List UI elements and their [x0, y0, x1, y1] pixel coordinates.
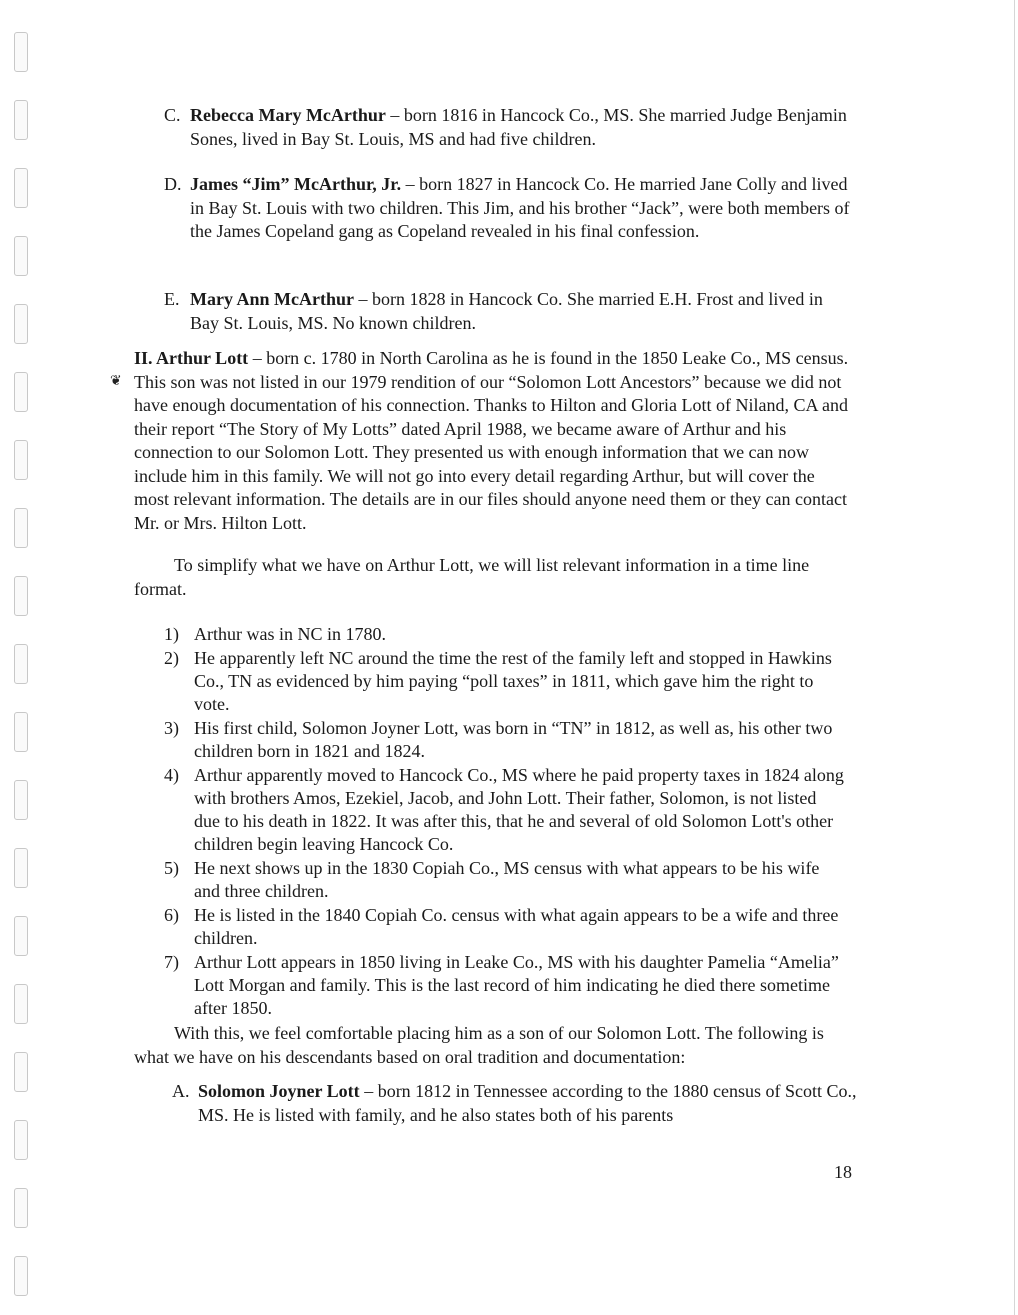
binder-hole: [14, 780, 28, 820]
binder-hole: [14, 576, 28, 616]
timeline-item: [164, 623, 844, 646]
item-text: – born 1812 in Tennessee according to the 1880 census of Scott Co., MS. He is listed with family, and he also states both of his parents: [198, 1081, 857, 1125]
closing-paragraph: With this, we feel comfortable placing him as a son of our Solomon Lott. The following is what we have on his descendants based on oral tradition and documentation:: [134, 1023, 824, 1067]
binder-hole: [14, 712, 28, 752]
timeline-number: 7): [164, 952, 179, 972]
timeline-text: His first child, Solomon Joyner Lott, was born in “TN” in 1812, as well as, his other two children born in 1821 and 1824.: [194, 718, 833, 761]
item-letter: D.: [164, 174, 182, 194]
binder-hole: [14, 100, 28, 140]
binder-holes: [14, 0, 32, 1315]
timeline-item: [164, 764, 844, 856]
page-edge: [1014, 0, 1015, 1315]
timeline-number: 4): [164, 765, 179, 785]
person-name: Mary Ann McArthur: [190, 289, 354, 309]
timeline-item: [164, 857, 844, 903]
binder-hole: [14, 848, 28, 888]
person-name: James “Jim” McArthur, Jr.: [190, 174, 402, 194]
section-paragraph: [134, 347, 854, 535]
timeline-text: Arthur Lott appears in 1850 living in Leake Co., MS with his daughter Pamelia “Amelia” Lott Morgan and family. This is the last record of him indicating he died there sometime after 1850.: [194, 952, 839, 1018]
timeline-number: 2): [164, 648, 179, 668]
section-text: – born c. 1780 in North Carolina as he is found in the 1850 Leake Co., MS census. This son was not listed in our 1979 rendition of our “Solomon Lott Ancestors” because we did not have enough documentation of his connection. Thanks to Hilton and Gloria Lott of Niland, CA and their report “The Story of My Lotts” dated April 1988, we became aware of Arthur and his connection to our Solomon Lott. They presented us with enough information that we can now include him in this family. We will not go into every detail regarding Arthur, but will cover the most relevant information. The details are in our files should anyone need them or they can contact Mr. or Mrs. Hilton Lott.: [134, 348, 849, 533]
item-body: [190, 173, 850, 244]
timeline-text: Arthur apparently moved to Hancock Co., MS where he paid property taxes in 1824 along with brothers Amos, Ezekiel, Jacob, and John Lott. Their father, Solomon, is not listed due to his death in 1822. It was after this, that he and several of old Solomon Lott's other children begin leaving Hancock Co.: [194, 765, 844, 854]
timeline-number: 5): [164, 858, 179, 878]
item-letter: E.: [164, 289, 180, 309]
timeline-number: 6): [164, 905, 179, 925]
binder-hole: [14, 644, 28, 684]
timeline-item: [164, 904, 844, 950]
timeline-text: He is listed in the 1840 Copiah Co. census with what again appears to be a wife and three children.: [194, 905, 839, 948]
binder-hole: [14, 1256, 28, 1296]
person-name: Rebecca Mary McArthur: [190, 105, 386, 125]
binder-hole: [14, 236, 28, 276]
section-paragraph: To simplify what we have on Arthur Lott, we will list relevant information in a time line format.: [134, 555, 810, 599]
margin-mark: ❦: [110, 374, 122, 389]
item-body: [190, 104, 850, 151]
binder-hole: [14, 32, 28, 72]
binder-hole: [14, 1120, 28, 1160]
binder-hole: [14, 304, 28, 344]
binder-hole: [14, 984, 28, 1024]
timeline-number: 1): [164, 624, 179, 644]
binder-hole: [14, 1188, 28, 1228]
item-text: – born 1827 in Hancock Co. He married Jane Colly and lived in Bay St. Louis with two children. This Jim, and his brother “Jack”, were both members of the James Copeland gang as Copeland revealed in his final confession.: [190, 174, 850, 241]
binder-hole: [14, 440, 28, 480]
binder-hole: [14, 916, 28, 956]
timeline-text: He apparently left NC around the time the rest of the family left and stopped in Hawkins Co., TN as evidenced by him paying “poll taxes” in 1811, which gave him the right to vote.: [194, 648, 832, 714]
timeline-item: [164, 647, 844, 716]
binder-hole: [14, 1052, 28, 1092]
section-heading: II. Arthur Lott: [134, 348, 249, 368]
person-name: Solomon Joyner Lott: [198, 1081, 360, 1101]
timeline-list: [164, 623, 844, 1021]
page-number: 18: [834, 1162, 852, 1182]
binder-hole: [14, 168, 28, 208]
timeline-item: [164, 951, 844, 1020]
item-text: – born 1828 in Hancock Co. She married E.H. Frost and lived in Bay St. Louis, MS. No known children.: [190, 289, 823, 333]
item-letter: A.: [172, 1081, 190, 1101]
binder-hole: [14, 508, 28, 548]
item-letter: C.: [164, 105, 181, 125]
timeline-text: Arthur was in NC in 1780.: [194, 624, 386, 644]
binder-hole: [14, 372, 28, 412]
item-body: [190, 288, 850, 335]
timeline-number: 3): [164, 718, 179, 738]
item-body: [198, 1080, 858, 1127]
item-text: – born 1816 in Hancock Co., MS. She married Judge Benjamin Sones, lived in Bay St. Louis, MS and had five children.: [190, 105, 847, 149]
timeline-text: He next shows up in the 1830 Copiah Co., MS census with what appears to be his wife and three children.: [194, 858, 820, 901]
timeline-item: [164, 717, 844, 763]
